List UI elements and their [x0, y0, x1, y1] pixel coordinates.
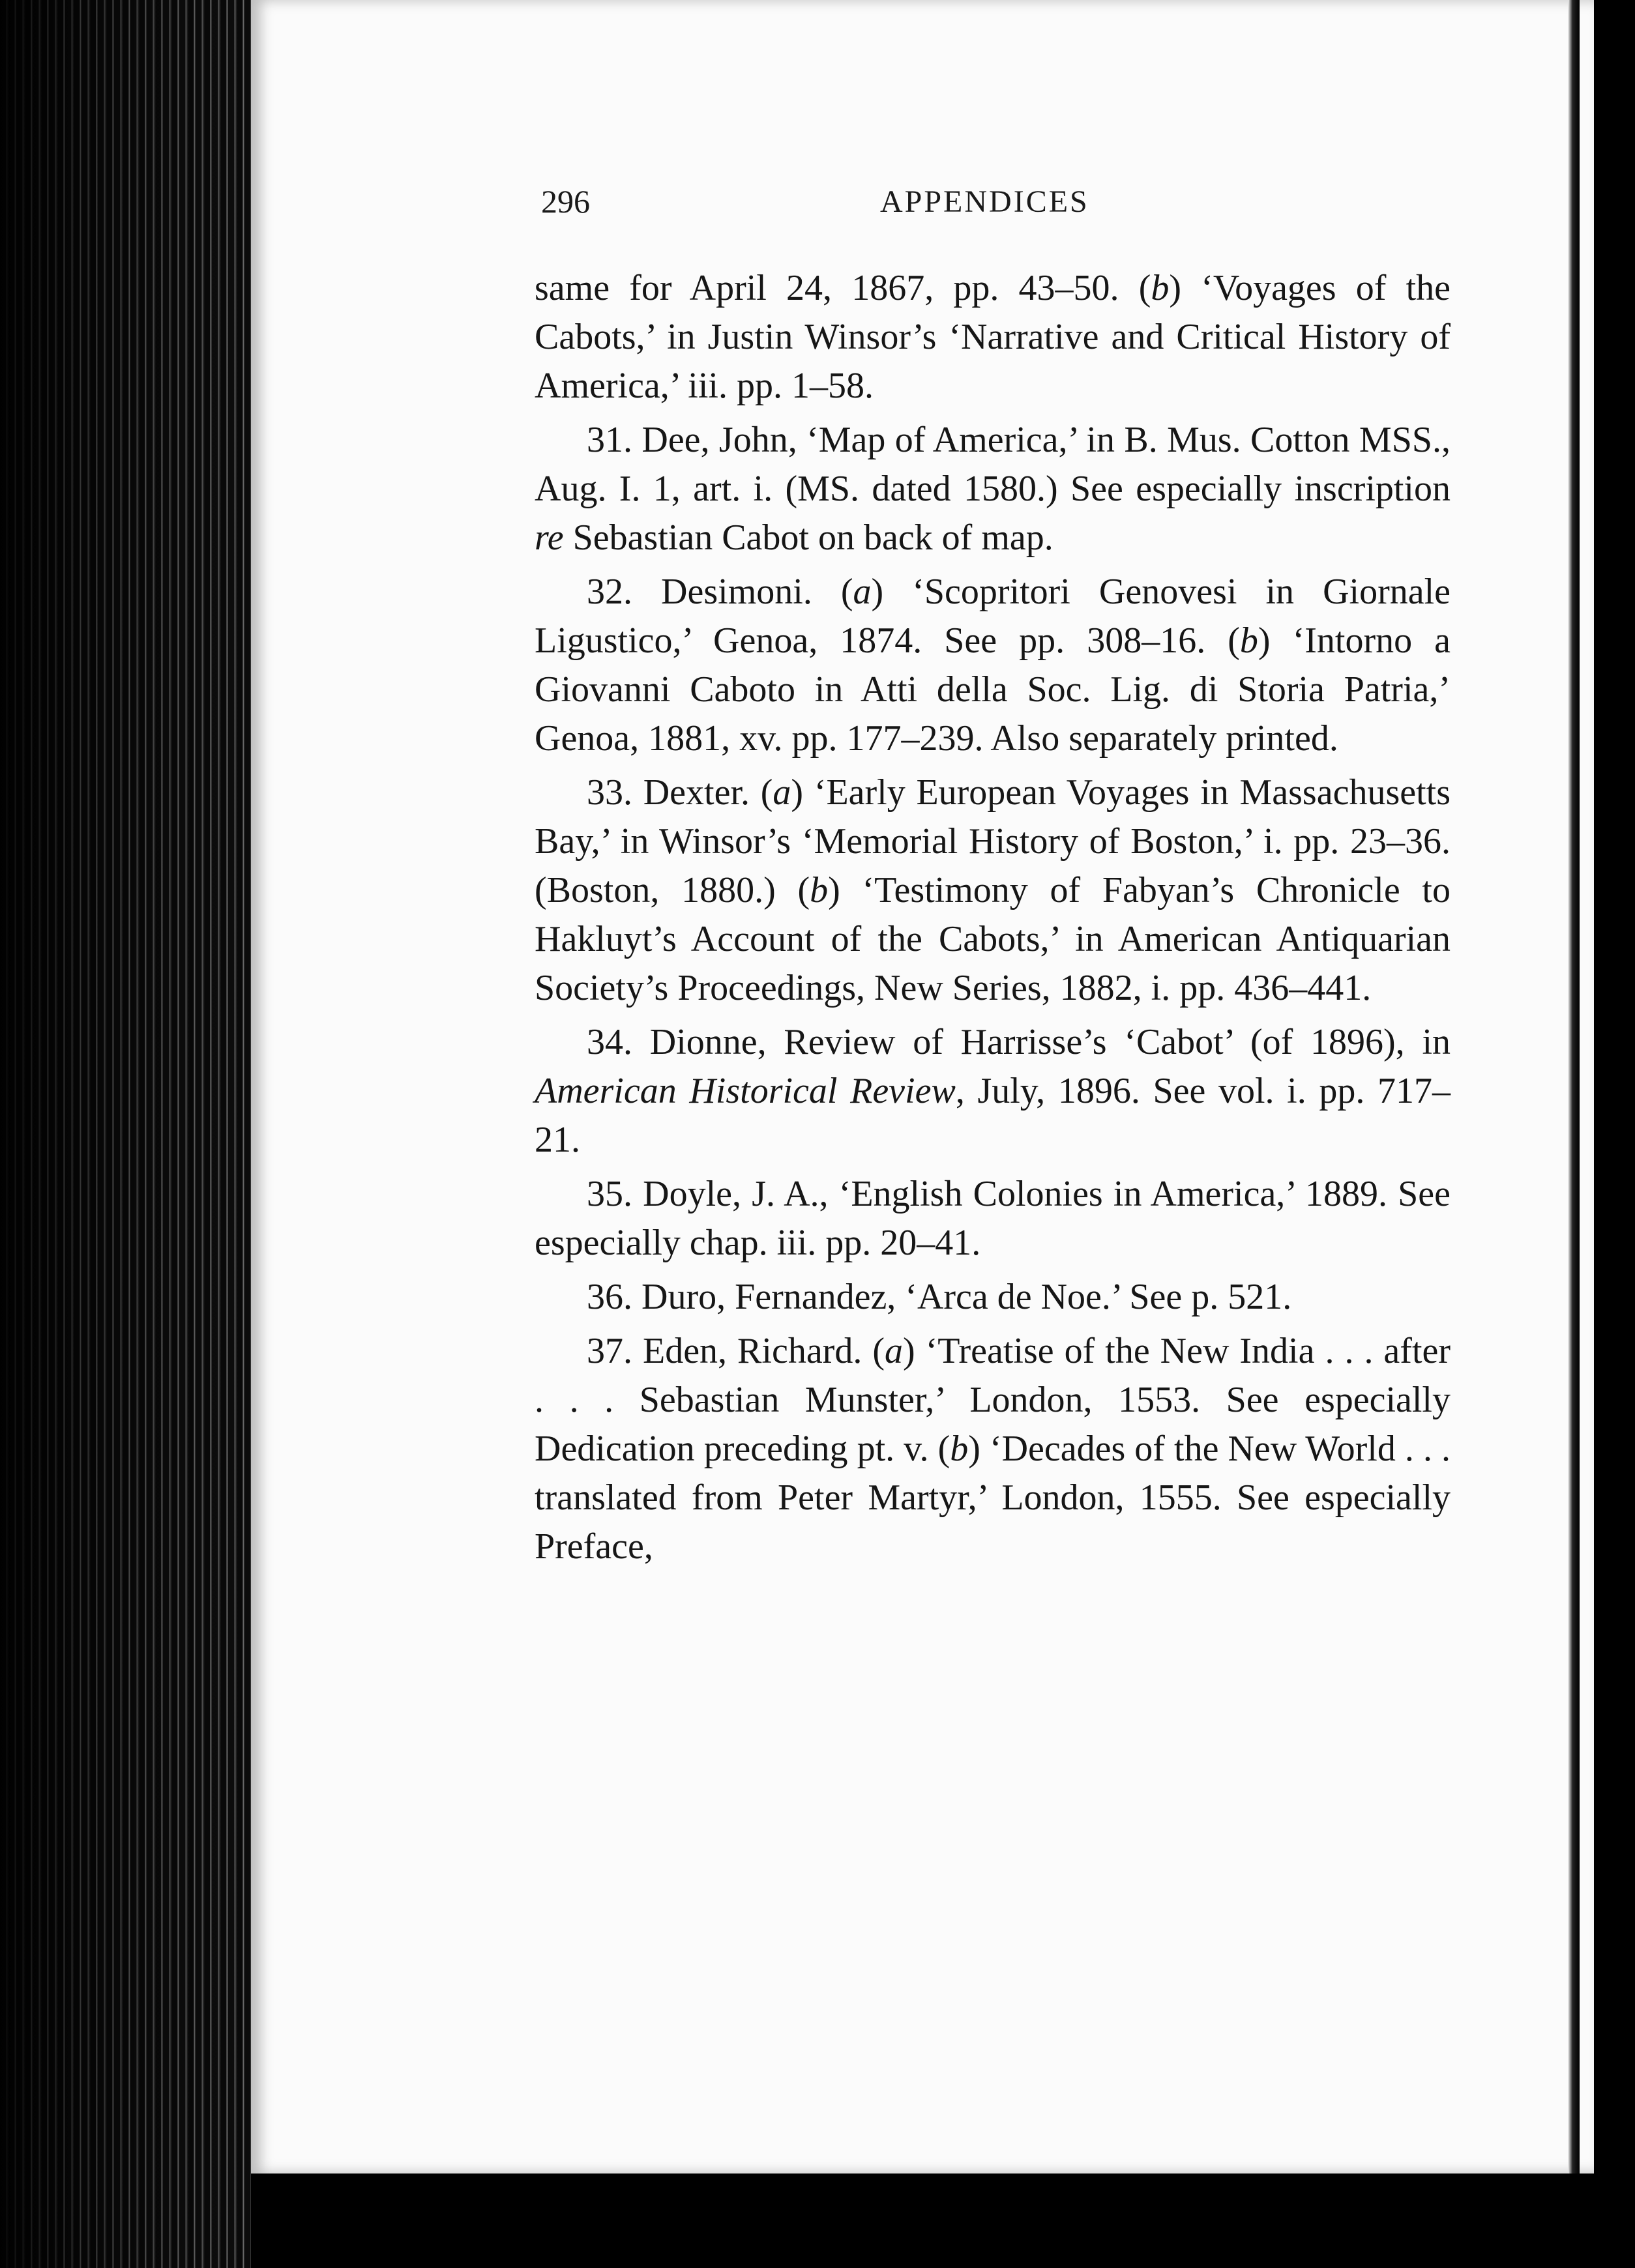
bibliography-entry-34: 34. Dionne, Review of Harrisse’s ‘Cabot’ (of 1896), in American Historical Review, July, 1896. See vol. i. pp. 717–21.	[535, 1022, 1451, 1160]
bibliography-entry-32: 32. Desimoni. (a) ‘Scopritori Genovesi in Giornale Ligustico,’ Genoa, 1874. See pp. 308–16. (b) ‘Intorno a Giovanni Caboto in Atti della Soc. Lig. di Storia Patria,’ Genoa, 1881, xv. pp. 177–239. Also separately printed.	[535, 572, 1451, 759]
page-number: 296	[541, 183, 590, 220]
bibliography-entry-36: 36. Duro, Fernandez, ‘Arca de Noe.’ See p. 521.	[587, 1277, 1292, 1317]
bibliography-entry-33: 33. Dexter. (a) ‘Early European Voyages in Massachusetts Bay,’ in Winsor’s ‘Memorial History of Boston,’ i. pp. 23–36. (Boston, 1880.) (b) ‘Testimony of Fabyan’s Chronicle to Hakluyt’s Account of the Cabots,’ in American Antiquarian Society’s Proceedings, New Series, 1882, i. pp. 436–441.	[535, 772, 1451, 1008]
bibliography-entry-35: 35. Doyle, J. A., ‘English Colonies in America,’ 1889. See especially chap. iii. pp. 20–41.	[535, 1174, 1451, 1263]
edge-shadow	[0, 0, 251, 2268]
running-head: APPENDICES	[880, 184, 1089, 219]
bibliography-entry-31: 31. Dee, John, ‘Map of America,’ in B. Mus. Cotton MSS., Aug. I. 1, art. i. (MS. dated 1580.) See especially inscription re Sebastian Cabot on back of map.	[535, 420, 1451, 558]
page-header	[541, 182, 1454, 235]
scan-right-border	[1594, 0, 1635, 2268]
continuation-paragraph: same for April 24, 1867, pp. 43–50. (b) ‘Voyages of the Cabots,’ in Justin Winsor’s ‘Narrative and Critical History of America,’ iii. pp. 1–58.	[535, 268, 1451, 406]
page-body	[535, 264, 1451, 1571]
bibliography-entry-37: 37. Eden, Richard. (a) ‘Treatise of the New India . . . after . . . Sebastian Munster,’ London, 1553. See especially Dedication preceding pt. v. (b) ‘Decades of the New World . . . translated from Peter Martyr,’ London, 1555. See especially Preface,	[535, 1331, 1451, 1567]
page-right-edge-shadow	[1568, 0, 1580, 2174]
scan-bottom-border	[251, 2174, 1635, 2268]
